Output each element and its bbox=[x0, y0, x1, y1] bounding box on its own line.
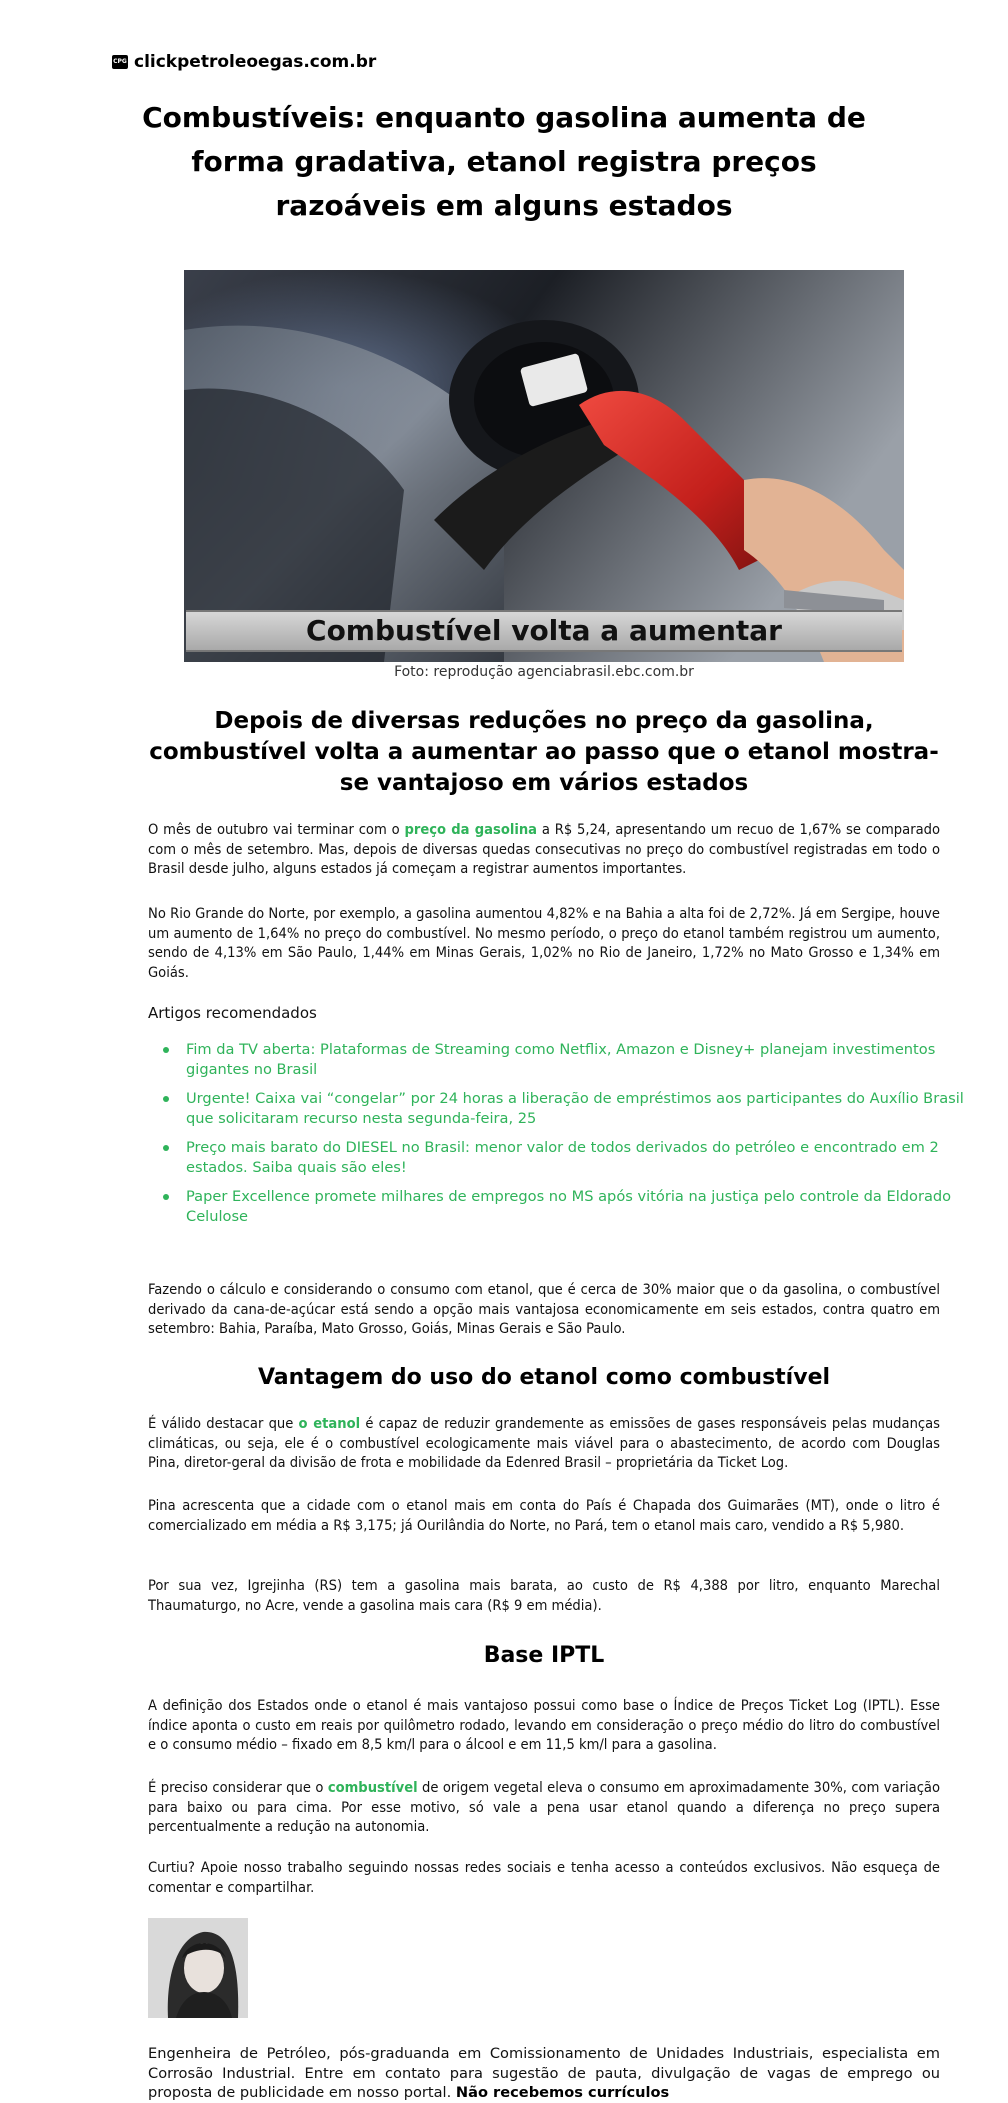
p8-text-after: de origem vegetal eleva o consumo em aproximadamente 30%, com variação para baixo ou para cima. Por esse motivo, só vale a pena usar etanol quando a diferença no preço supera percentualmente a redução na autonomia. bbox=[148, 1779, 941, 1835]
fuel-nozzle-illustration bbox=[184, 270, 904, 662]
p4-text-after: é capaz de reduzir grandemente as emissões de gases responsáveis pelas mudanças climáticas, ou seja, ele é o combustível ecologicamente mais viável para o abastecimento, de acordo com Douglas Pina, diretor-geral da divisão de frota e mobilidade da Edenred Brasil – proprietária da Ticket Log. bbox=[148, 1415, 940, 1471]
photo-credit: Foto: reprodução agenciabrasil.ebc.com.br bbox=[394, 664, 694, 680]
author-bio bbox=[148, 2044, 940, 2103]
paragraph-3: Fazendo o cálculo e considerando o consumo com etanol, que é cerca de 30% maior que o da gasolina, o combustível derivado da cana-de-açúcar está sendo a opção mais vantajosa economicamente em seis estados, contra quatro em setembro: Bahia, Paraíba, Mato Grosso, Goiás, Minas Gerais e São Paulo. bbox=[148, 1281, 940, 1337]
author-bio-text: Engenheira de Petróleo, pós-graduanda em Comissionamento de Unidades Industriais, especialista em Corrosão Industrial. Entre em contato para sugestão de pauta, divulgação de vagas de emprego ou proposta de publicidade em nosso portal. bbox=[148, 2045, 940, 2101]
author-avatar[interactable] bbox=[148, 1918, 248, 2018]
paragraph-9: Curtiu? Apoie nosso trabalho seguindo nossas redes sociais e tenha acesso a conteúdos exclusivos. Não esqueça de comentar e compartilhar. bbox=[148, 1859, 940, 1896]
article-subtitle: Depois de diversas reduções no preço da gasolina, combustível volta a aumentar ao passo que o etanol mostra-se vantajoso em vários estados bbox=[149, 708, 939, 796]
recommended-link[interactable]: Fim da TV aberta: Plataformas de Streaming como Netflix, Amazon e Disney+ planejam investimentos gigantes no Brasil bbox=[186, 1040, 978, 1080]
author-bio-notice: Não recebemos currículos bbox=[455, 2084, 670, 2101]
section-title-etanol: Vantagem do uso do etanol como combustível bbox=[257, 1365, 831, 1390]
p1-text-after: a R$ 5,24, apresentando um recuo de 1,67% se comparado com o mês de setembro. Mas, depois de diversas quedas consecutivas no preço do combustível registradas em todo o Brasil desde julho, alguns estados já começam a registrar aumentos importantes. bbox=[148, 821, 941, 877]
paragraph-1 bbox=[148, 820, 940, 879]
recommended-list bbox=[148, 1040, 978, 1236]
paragraph-8 bbox=[148, 1778, 940, 1837]
link-etanol[interactable]: o etanol bbox=[298, 1415, 361, 1432]
p4-text-before: É válido destacar que bbox=[148, 1415, 299, 1432]
paragraph-6: Por sua vez, Igrejinha (RS) tem a gasolina mais barata, ao custo de R$ 4,388 por litro, enquanto Marechal Thaumaturgo, no Acre, vende a gasolina mais cara (R$ 9 em média). bbox=[148, 1577, 940, 1614]
paragraph-2: No Rio Grande do Norte, por exemplo, a gasolina aumentou 4,82% e na Bahia a alta foi de 2,72%. Já em Sergipe, houve um aumento de 1,64% no preço do combustível. No mesmo período, o preço do etanol também registrou um aumento, sendo de 4,13% em São Paulo, 1,44% em Minas Gerais, 1,02% no Rio de Janeiro, 1,72% no Mato Grosso e 1,34% em Goiás. bbox=[148, 905, 940, 981]
site-logo-icon: CPG bbox=[112, 55, 128, 69]
p8-text-before: É preciso considerar que o bbox=[148, 1779, 328, 1796]
link-preco-gasolina[interactable]: preço da gasolina bbox=[404, 821, 538, 838]
site-name[interactable]: clickpetroleoegas.com.br bbox=[134, 52, 377, 72]
p1-text-before: O mês de outubro vai terminar com o bbox=[148, 821, 405, 838]
recommended-link[interactable]: Urgente! Caixa vai “congelar” por 24 horas a liberação de empréstimos aos participantes do Auxílio Brasil que solicitaram recurso nesta segunda-feira, 25 bbox=[186, 1089, 978, 1129]
hero-image bbox=[184, 270, 904, 662]
section-title-iptl: Base IPTL bbox=[483, 1643, 605, 1668]
recommended-link[interactable]: Paper Excellence promete milhares de empregos no MS após vitória na justiça pelo controle da Eldorado Celulose bbox=[186, 1187, 978, 1227]
paragraph-4 bbox=[148, 1414, 940, 1473]
article-title: Combustíveis: enquanto gasolina aumenta de forma gradativa, etanol registra preços razoáveis em alguns estados bbox=[142, 101, 866, 222]
paragraph-7: A definição dos Estados onde o etanol é mais vantajoso possui como base o Índice de Preços Ticket Log (IPTL). Esse índice aponta o custo em reais por quilômetro rodado, levando em consideração o preço médio do litro do combustível e o consumo médio – fixado em 8,5 km/l para o álcool e em 11,5 km/l para a gasolina. bbox=[148, 1697, 940, 1753]
recommended-link[interactable]: Preço mais barato do DIESEL no Brasil: menor valor de todos derivados do petróleo e encontrado em 2 estados. Saiba quais são eles! bbox=[186, 1138, 978, 1178]
recommended-label: Artigos recomendados bbox=[148, 1004, 317, 1022]
site-header[interactable] bbox=[112, 52, 376, 72]
hero-banner-text: Combustível volta a aumentar bbox=[186, 610, 902, 652]
author-portrait-icon bbox=[148, 1918, 248, 2018]
paragraph-5: Pina acrescenta que a cidade com o etanol mais em conta do País é Chapada dos Guimarães (MT), onde o litro é comercializado em média a R$ 3,175; já Ourilândia do Norte, no Pará, tem o etanol mais caro, vendido a R$ 5,980. bbox=[148, 1497, 940, 1534]
link-combustivel[interactable]: combustível bbox=[327, 1779, 418, 1796]
